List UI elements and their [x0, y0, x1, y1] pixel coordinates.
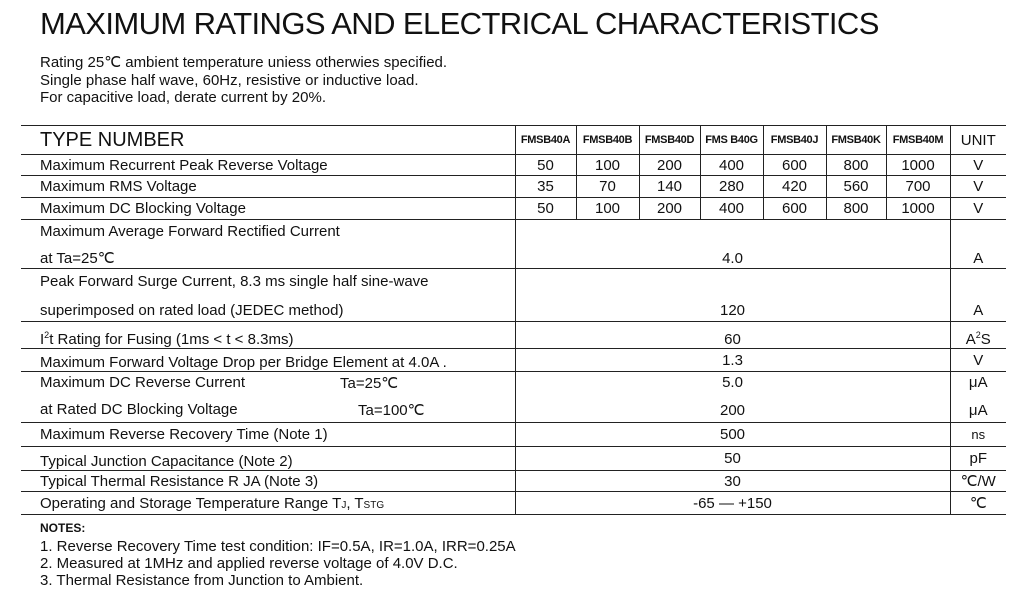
unit-cell: ℃/W	[950, 471, 1006, 492]
intro-line: Rating 25℃ ambient temperature uniess otherwies specified.	[40, 54, 448, 71]
value-cell: 50	[515, 155, 576, 176]
table-row	[21, 372, 1006, 394]
value-cell: 120	[515, 269, 950, 322]
param-label: Maximum Reverse Recovery Time (Note 1)	[21, 423, 515, 447]
table-row	[21, 220, 1006, 243]
value-cell: 140	[639, 176, 700, 198]
table-row	[21, 269, 1006, 295]
param-label: superimposed on rated load (JEDEC method)	[40, 302, 344, 319]
value-cell: 70	[576, 176, 639, 198]
unit-cell: V	[950, 155, 1006, 176]
table-row	[21, 198, 1006, 220]
unit-cell: V	[950, 349, 1006, 372]
value-cell: 200	[639, 155, 700, 176]
table-row	[21, 176, 1006, 198]
table-row	[21, 447, 1006, 471]
value-cell: -65 — +150	[515, 492, 950, 515]
value-cell: 100	[576, 155, 639, 176]
value-cell: 800	[826, 198, 886, 220]
value-cell: 5.0	[515, 372, 950, 394]
table-row	[21, 423, 1006, 447]
table-row	[21, 492, 1006, 515]
unit-cell: μA	[950, 394, 1006, 423]
param-label: $I^2t$ Rating for Fusing (1ms < t < 8.3ms)	[21, 322, 515, 349]
type-header: FMSB40D	[639, 126, 700, 155]
value-cell: 4.0	[515, 220, 950, 269]
value-cell: 600	[763, 155, 826, 176]
ratings-table	[21, 125, 1006, 515]
unit-cell: V	[950, 198, 1006, 220]
param-label: Operating and Storage Temperature Range TJ, TSTG	[21, 492, 515, 515]
value-cell: 50	[515, 447, 950, 471]
param-label: Peak Forward Surge Current, 8.3 ms single half sine-wave	[21, 269, 515, 295]
value-cell: 800	[826, 155, 886, 176]
type-header: FMS B40G	[700, 126, 763, 155]
note-item: 1. Reverse Recovery Time test condition: IF=0.5A, IR=1.0A, IRR=0.25A	[40, 538, 516, 555]
intro-line: Single phase half wave, 60Hz, resistive or inductive load.	[40, 71, 419, 89]
type-header: FMSB40K	[826, 126, 886, 155]
value-cell: 35	[515, 176, 576, 198]
unit-header: UNIT	[950, 126, 1006, 155]
param-label: Typical Thermal Resistance R JA (Note 3)	[21, 471, 515, 492]
param-label: Maximum Forward Voltage Drop per Bridge Element at 4.0A .	[21, 349, 515, 372]
type-header: FMSB40A	[515, 126, 576, 155]
unit-cell: ℃	[950, 492, 1006, 515]
value-cell: 200	[515, 394, 950, 423]
intro-text	[40, 54, 447, 107]
notes-section	[40, 520, 516, 589]
param-label: Maximum Average Forward Rectified Current	[21, 220, 515, 243]
type-header: FMSB40M	[886, 126, 950, 155]
table-row	[21, 394, 1006, 423]
value-cell: 50	[515, 198, 576, 220]
value-cell: 30	[515, 471, 950, 492]
value-cell: 1.3	[515, 349, 950, 372]
value-cell: 1000	[886, 198, 950, 220]
param-label: Maximum DC Blocking Voltage	[21, 198, 515, 220]
value-cell: 60	[515, 322, 950, 349]
table-row	[21, 349, 1006, 372]
value-cell: 700	[886, 176, 950, 198]
value-cell: 600	[763, 198, 826, 220]
page-title: MAXIMUM RATINGS AND ELECTRICAL CHARACTERISTICS	[40, 6, 879, 41]
param-label: Maximum RMS Voltage	[21, 176, 515, 198]
value-cell: 200	[639, 198, 700, 220]
unit-cell: $A^2S$	[950, 322, 1006, 349]
value-cell: 500	[515, 423, 950, 447]
unit-cell: V	[950, 176, 1006, 198]
note-item: 3. Thermal Resistance from Junction to Ambient.	[40, 572, 364, 589]
param-label: at Rated DC Blocking Voltage Ta=100℃	[40, 401, 425, 419]
header-row	[21, 126, 1006, 155]
note-item: 2. Measured at 1MHz and applied reverse voltage of 4.0V D.C.	[40, 555, 458, 572]
unit-cell: ns	[950, 423, 1006, 447]
value-cell: 280	[700, 176, 763, 198]
type-header: FMSB40J	[763, 126, 826, 155]
table-row	[21, 155, 1006, 176]
param-label: at Ta=25℃	[40, 250, 115, 267]
value-cell: 1000	[886, 155, 950, 176]
unit-cell: A	[950, 269, 1006, 322]
param-label: Typical Junction Capacitance (Note 2)	[21, 447, 515, 471]
value-cell: 400	[700, 198, 763, 220]
intro-line: For capacitive load, derate current by 20%.	[40, 89, 326, 106]
value-cell: 400	[700, 155, 763, 176]
type-header: FMSB40B	[576, 126, 639, 155]
param-label: Maximum Recurrent Peak Reverse Voltage	[21, 155, 515, 176]
param-label: Maximum DC Reverse Current Ta=25℃	[21, 372, 515, 394]
table-row	[21, 471, 1006, 492]
unit-cell: A	[950, 220, 1006, 269]
unit-cell: μA	[950, 372, 1006, 394]
value-cell: 100	[576, 198, 639, 220]
value-cell: 420	[763, 176, 826, 198]
type-number-header: TYPE NUMBER	[21, 126, 515, 155]
unit-cell: pF	[950, 447, 1006, 471]
notes-heading: NOTES:	[40, 521, 86, 535]
table-row	[21, 322, 1006, 349]
value-cell: 560	[826, 176, 886, 198]
